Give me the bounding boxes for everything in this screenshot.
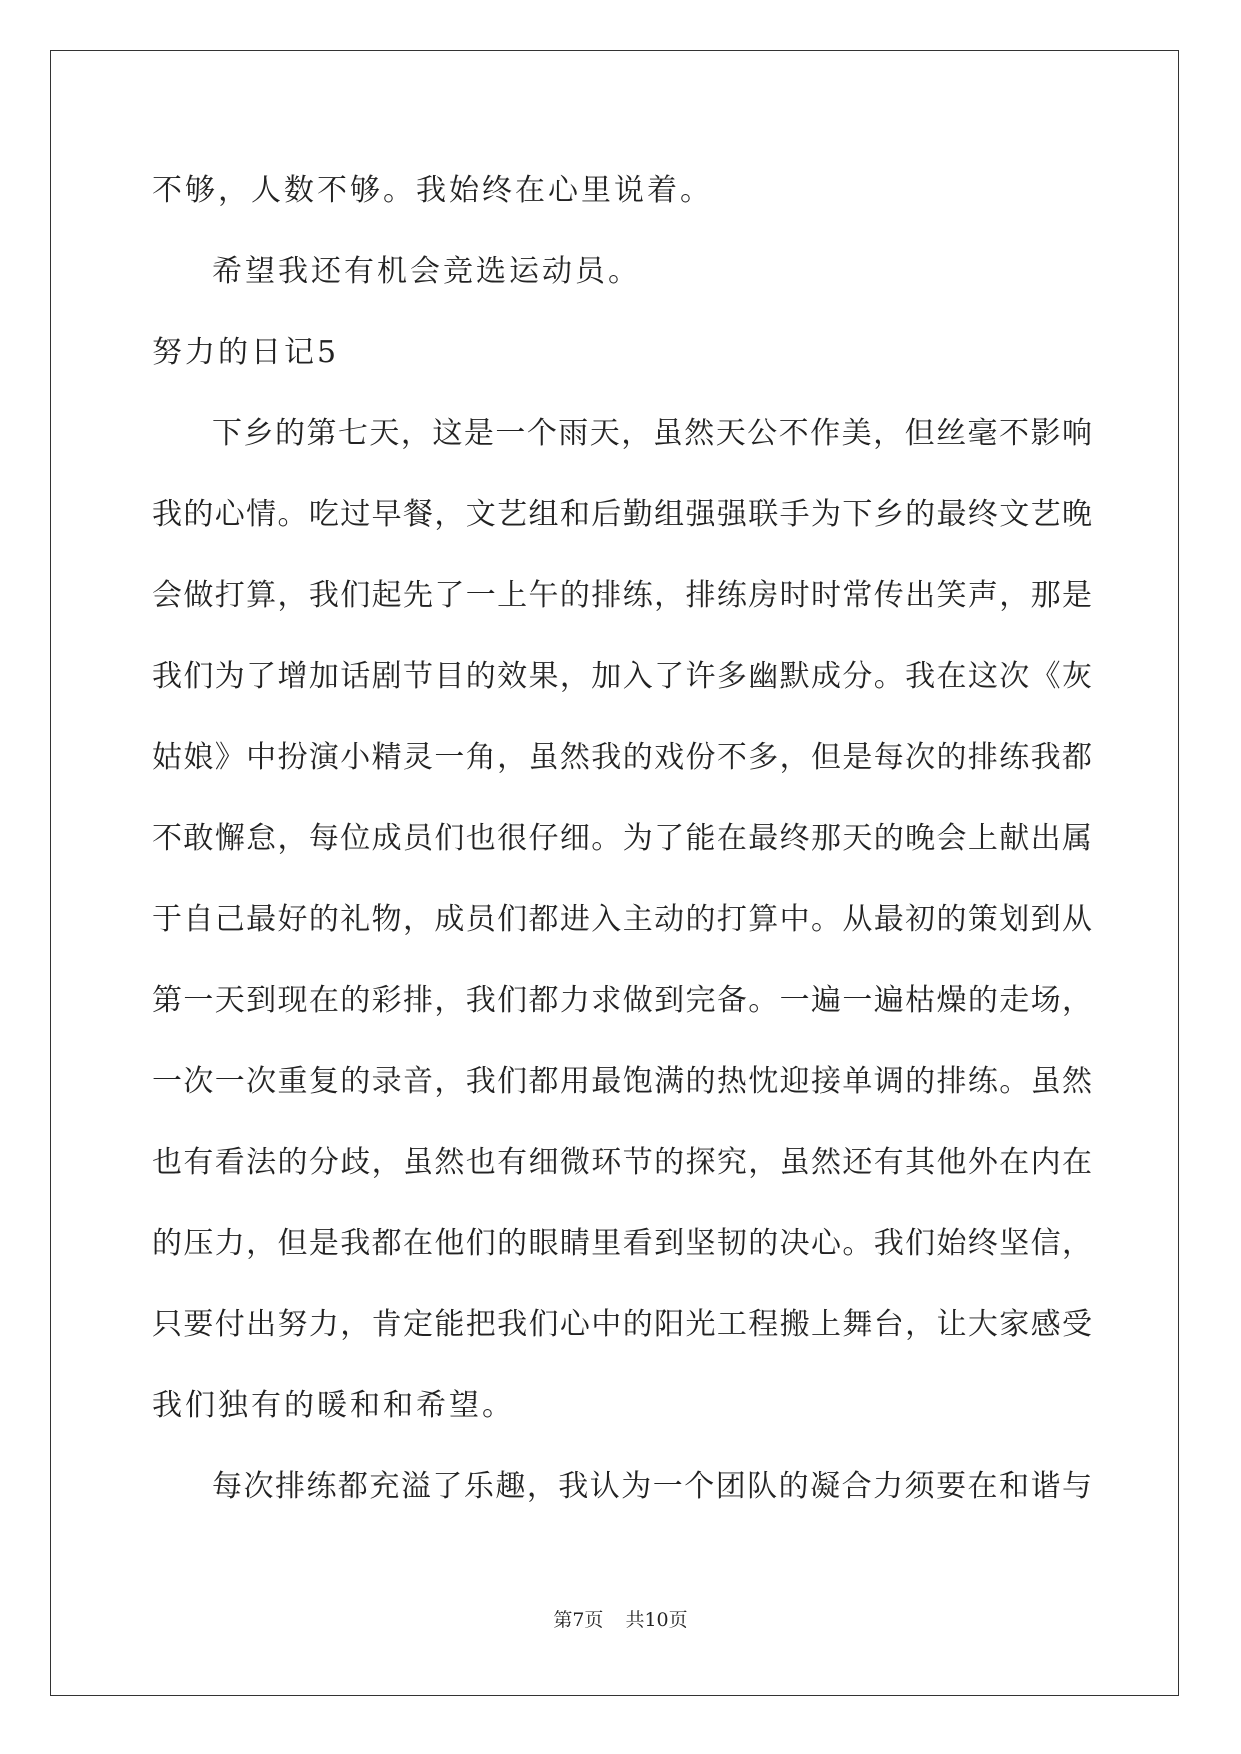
text-line: 我们独有的暖和和希望。 (152, 1388, 515, 1423)
text-line: 不够，人数不够。我始终在心里说着。 (152, 173, 713, 208)
page-footer (0, 1608, 1241, 1632)
section-heading: 努力的日记5 (152, 335, 340, 370)
text-line: 每次排练都充溢了乐趣，我认为一个团队的凝合力须要在和谐与 (212, 1469, 1092, 1504)
text-line: 希望我还有机会竞选运动员。 (212, 254, 641, 289)
page-total: 共10页 (625, 1609, 688, 1631)
text-line: 的压力，但是我都在他们的眼睛里看到坚韧的决心。我们始终坚信， (152, 1226, 1092, 1261)
text-line: 也有看法的分歧，虽然也有细微环节的探究，虽然还有其他外在内在 (152, 1145, 1092, 1180)
text-line: 会做打算，我们起先了一上午的排练，排练房时时常传出笑声，那是 (152, 578, 1092, 613)
text-line: 姑娘》中扮演小精灵一角，虽然我的戏份不多，但是每次的排练我都 (152, 740, 1092, 775)
text-line: 不敢懈怠，每位成员们也很仔细。为了能在最终那天的晚会上献出属 (152, 821, 1092, 856)
text-line: 于自己最好的礼物，成员们都进入主动的打算中。从最初的策划到从 (152, 902, 1092, 937)
text-line: 我的心情。吃过早餐，文艺组和后勤组强强联手为下乡的最终文艺晚 (152, 497, 1092, 532)
text-line: 第一天到现在的彩排，我们都力求做到完备。一遍一遍枯燥的走场， (152, 983, 1092, 1018)
text-line: 我们为了增加话剧节目的效果，加入了许多幽默成分。我在这次《灰 (152, 659, 1092, 694)
page-border (50, 50, 1179, 1696)
text-line: 下乡的第七天，这是一个雨天，虽然天公不作美，但丝毫不影响 (212, 416, 1092, 451)
text-line: 一次一次重复的录音，我们都用最饱满的热忱迎接单调的排练。虽然 (152, 1064, 1092, 1099)
page-number: 第7页 (553, 1609, 604, 1631)
text-line: 只要付出努力，肯定能把我们心中的阳光工程搬上舞台，让大家感受 (152, 1307, 1092, 1342)
